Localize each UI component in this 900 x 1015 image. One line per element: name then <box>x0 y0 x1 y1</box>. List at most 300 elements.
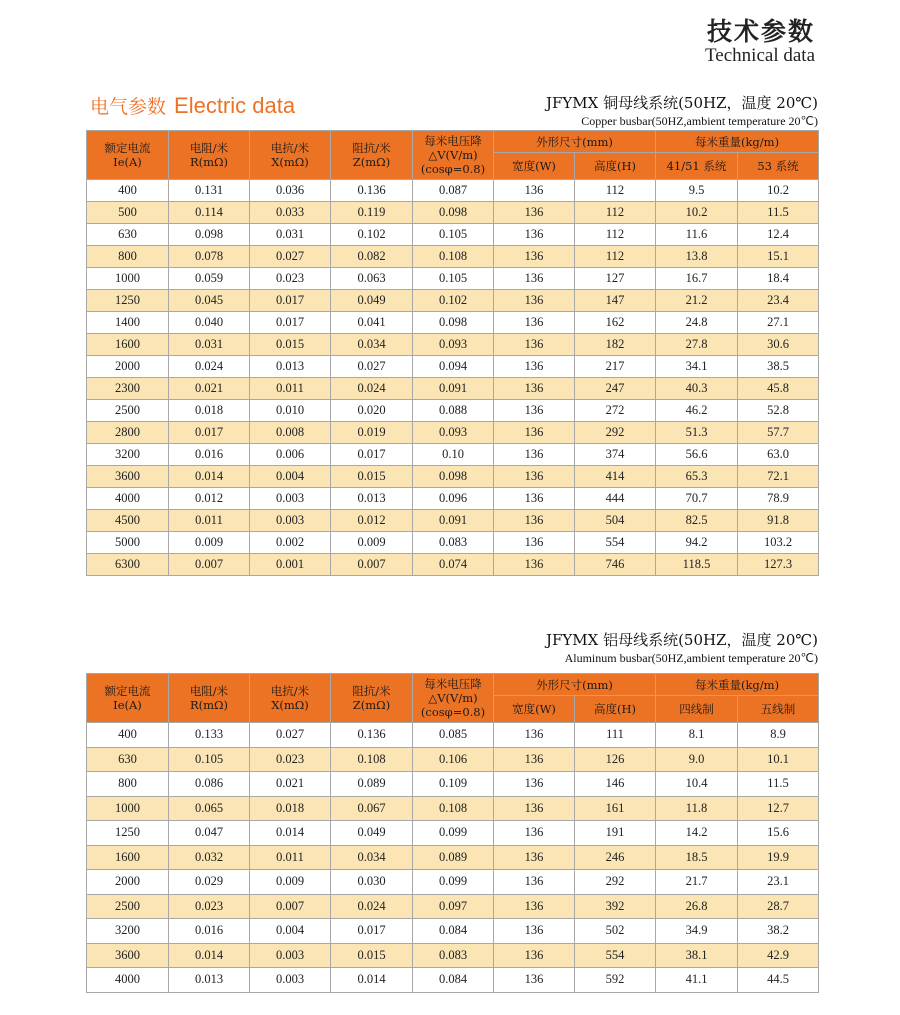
table-cell: 3200 <box>87 444 169 466</box>
aluminum-title-en: Aluminum busbar(50HZ,ambient temperature 20℃) <box>564 651 818 665</box>
table-cell: 1250 <box>87 821 169 846</box>
table-cell: 0.045 <box>169 290 250 312</box>
table-cell: 56.6 <box>656 444 738 466</box>
table-cell: 0.093 <box>413 422 494 444</box>
col-header-reactance <box>250 674 331 723</box>
table-cell: 0.015 <box>331 943 413 968</box>
table-cell: 0.014 <box>169 943 250 968</box>
table-cell: 40.3 <box>656 378 738 400</box>
table-cell: 502 <box>575 919 656 944</box>
table-cell: 0.041 <box>331 312 413 334</box>
aluminum-system-title <box>546 629 818 666</box>
table-cell: 0.009 <box>250 870 331 895</box>
col-header-line: (cosφ=0.8) <box>420 705 486 719</box>
table-row <box>87 510 819 532</box>
table-cell: 0.082 <box>331 246 413 268</box>
table-cell: 0.002 <box>250 532 331 554</box>
table-cell: 11.6 <box>656 224 738 246</box>
table-cell: 10.2 <box>738 180 819 202</box>
table-cell: 0.018 <box>250 796 331 821</box>
table-cell: 4000 <box>87 488 169 510</box>
table-cell: 63.0 <box>738 444 819 466</box>
table-cell: 0.021 <box>250 772 331 797</box>
table-cell: 0.027 <box>250 723 331 748</box>
table-cell: 0.091 <box>413 378 494 400</box>
table-cell: 27.8 <box>656 334 738 356</box>
table-row <box>87 356 819 378</box>
col-header-impedance <box>331 131 413 180</box>
table-cell: 46.2 <box>656 400 738 422</box>
col-header-line: 阻抗/米 <box>352 141 391 155</box>
table-cell: 0.020 <box>331 400 413 422</box>
table-cell: 2800 <box>87 422 169 444</box>
table-cell: 136 <box>494 747 575 772</box>
table-cell: 2000 <box>87 870 169 895</box>
table-cell: 15.6 <box>738 821 819 846</box>
table-cell: 12.4 <box>738 224 819 246</box>
table-cell: 11.5 <box>738 202 819 224</box>
table-cell: 70.7 <box>656 488 738 510</box>
table-cell: 136 <box>494 943 575 968</box>
table-cell: 45.8 <box>738 378 819 400</box>
table-cell: 0.008 <box>250 422 331 444</box>
table-cell: 136 <box>494 919 575 944</box>
table-cell: 9.5 <box>656 180 738 202</box>
col-header-line: 电抗/米 <box>270 141 310 155</box>
table-cell: 8.1 <box>656 723 738 748</box>
table-cell: 136 <box>494 894 575 919</box>
table-row <box>87 919 819 944</box>
table-cell: 52.8 <box>738 400 819 422</box>
table-cell: 630 <box>87 224 169 246</box>
table-cell: 103.2 <box>738 532 819 554</box>
col-header-weight-2: 53 系统 <box>738 153 819 180</box>
table-cell: 0.083 <box>413 943 494 968</box>
table-cell: 0.097 <box>413 894 494 919</box>
aluminum-title-cn: JFYMX 铝母线系统(50HZ，温度 20℃) <box>545 631 818 649</box>
table-cell: 136 <box>494 400 575 422</box>
table-cell: 27.1 <box>738 312 819 334</box>
col-header-line: 每米电压降 <box>424 677 482 691</box>
table-row <box>87 488 819 510</box>
table-row <box>87 202 819 224</box>
table-cell: 800 <box>87 772 169 797</box>
table-cell: 118.5 <box>656 554 738 576</box>
table-cell: 504 <box>575 510 656 532</box>
table-cell: 554 <box>575 943 656 968</box>
table-cell: 0.017 <box>169 422 250 444</box>
table-cell: 42.9 <box>738 943 819 968</box>
table-row <box>87 772 819 797</box>
table-cell: 5000 <box>87 532 169 554</box>
table-cell: 0.099 <box>413 870 494 895</box>
table-cell: 0.014 <box>169 466 250 488</box>
col-header-line: Ie(A) <box>113 155 142 169</box>
table-cell: 0.004 <box>250 466 331 488</box>
table-cell: 0.036 <box>250 180 331 202</box>
table-row <box>87 747 819 772</box>
table-cell: 136 <box>494 845 575 870</box>
col-header-line: Z(mΩ) <box>352 155 391 169</box>
table-cell: 0.086 <box>169 772 250 797</box>
table-cell: 0.016 <box>169 444 250 466</box>
table-row <box>87 268 819 290</box>
table-cell: 41.1 <box>656 968 738 993</box>
col-header-reactance <box>250 131 331 180</box>
table-cell: 0.024 <box>169 356 250 378</box>
table-cell: 0.003 <box>250 488 331 510</box>
table-row <box>87 894 819 919</box>
table-cell: 0.091 <box>413 510 494 532</box>
table-cell: 136 <box>494 202 575 224</box>
table-cell: 0.033 <box>250 202 331 224</box>
table-cell: 21.7 <box>656 870 738 895</box>
table-cell: 1250 <box>87 290 169 312</box>
table-cell: 111 <box>575 723 656 748</box>
table-cell: 1600 <box>87 845 169 870</box>
table-cell: 0.016 <box>169 919 250 944</box>
table-cell: 0.098 <box>413 466 494 488</box>
table-cell: 0.10 <box>413 444 494 466</box>
table-cell: 16.7 <box>656 268 738 290</box>
table-cell: 0.006 <box>250 444 331 466</box>
table-cell: 272 <box>575 400 656 422</box>
col-header-impedance <box>331 674 413 723</box>
table-cell: 0.059 <box>169 268 250 290</box>
table-cell: 0.013 <box>331 488 413 510</box>
table-cell: 0.012 <box>169 488 250 510</box>
col-header-line: 额定电流 <box>104 684 151 698</box>
table-row <box>87 312 819 334</box>
table-cell: 0.010 <box>250 400 331 422</box>
table-cell: 0.015 <box>250 334 331 356</box>
table-cell: 78.9 <box>738 488 819 510</box>
table-cell: 247 <box>575 378 656 400</box>
table-cell: 136 <box>494 444 575 466</box>
table-cell: 6300 <box>87 554 169 576</box>
table-row <box>87 870 819 895</box>
table-cell: 0.098 <box>413 202 494 224</box>
table-cell: 0.034 <box>331 845 413 870</box>
table-cell: 136 <box>494 334 575 356</box>
table-cell: 146 <box>575 772 656 797</box>
table-cell: 10.1 <box>738 747 819 772</box>
table-cell: 0.034 <box>331 334 413 356</box>
table-row <box>87 466 819 488</box>
page-title: 技术参数 <box>706 17 815 46</box>
table-cell: 444 <box>575 488 656 510</box>
table-row <box>87 378 819 400</box>
table-cell: 30.6 <box>738 334 819 356</box>
table-cell: 0.027 <box>250 246 331 268</box>
table-cell: 10.4 <box>656 772 738 797</box>
table-cell: 162 <box>575 312 656 334</box>
table-cell: 0.009 <box>169 532 250 554</box>
table-cell: 0.017 <box>250 312 331 334</box>
col-header-line: X(mΩ) <box>271 698 309 712</box>
table-cell: 0.003 <box>250 943 331 968</box>
table-cell: 38.1 <box>656 943 738 968</box>
copper-title-cn: JFYMX 铜母线系统(50HZ，温度 20℃) <box>545 94 818 112</box>
table-cell: 500 <box>87 202 169 224</box>
table-cell: 0.109 <box>413 772 494 797</box>
table-cell: 0.131 <box>169 180 250 202</box>
table-cell: 1600 <box>87 334 169 356</box>
table-cell: 0.040 <box>169 312 250 334</box>
table-cell: 0.102 <box>413 290 494 312</box>
col-header-line: (cosφ=0.8) <box>420 162 486 176</box>
table-cell: 11.8 <box>656 796 738 821</box>
table-cell: 292 <box>575 870 656 895</box>
table-cell: 1400 <box>87 312 169 334</box>
col-header-line: △V(V/m) <box>428 148 478 162</box>
table-cell: 18.4 <box>738 268 819 290</box>
col-header-weight-1: 四线制 <box>656 696 738 723</box>
table-cell: 136 <box>494 870 575 895</box>
table-cell: 0.065 <box>169 796 250 821</box>
copper-data-table <box>86 130 819 576</box>
table-cell: 400 <box>87 180 169 202</box>
table-cell: 0.096 <box>413 488 494 510</box>
table-cell: 746 <box>575 554 656 576</box>
table-cell: 0.136 <box>331 723 413 748</box>
table-cell: 0.007 <box>331 554 413 576</box>
table-cell: 1000 <box>87 796 169 821</box>
table-cell: 136 <box>494 180 575 202</box>
table-cell: 18.5 <box>656 845 738 870</box>
table-cell: 28.7 <box>738 894 819 919</box>
table-cell: 800 <box>87 246 169 268</box>
table-cell: 136 <box>494 378 575 400</box>
table-cell: 0.031 <box>250 224 331 246</box>
table-cell: 4000 <box>87 968 169 993</box>
table-cell: 0.049 <box>331 290 413 312</box>
table-cell: 0.106 <box>413 747 494 772</box>
table-cell: 136 <box>494 246 575 268</box>
table-cell: 2300 <box>87 378 169 400</box>
table-row <box>87 943 819 968</box>
table-cell: 0.021 <box>169 378 250 400</box>
table-row <box>87 334 819 356</box>
table-cell: 0.019 <box>331 422 413 444</box>
table-cell: 2500 <box>87 400 169 422</box>
aluminum-data-table <box>86 673 819 993</box>
col-header-line: Z(mΩ) <box>352 698 391 712</box>
table-cell: 91.8 <box>738 510 819 532</box>
table-cell: 554 <box>575 532 656 554</box>
table-cell: 0.031 <box>169 334 250 356</box>
col-header-height: 高度(H) <box>575 153 656 180</box>
table-cell: 136 <box>494 796 575 821</box>
table-cell: 246 <box>575 845 656 870</box>
col-header-weight: 每米重量(kg/m) <box>656 131 819 153</box>
col-header-height: 高度(H) <box>575 696 656 723</box>
col-header-line: 电抗/米 <box>270 684 310 698</box>
table-cell: 0.007 <box>169 554 250 576</box>
table-cell: 136 <box>494 356 575 378</box>
table-cell: 0.004 <box>250 919 331 944</box>
table-cell: 136 <box>494 821 575 846</box>
table-cell: 0.105 <box>169 747 250 772</box>
table-cell: 400 <box>87 723 169 748</box>
table-cell: 8.9 <box>738 723 819 748</box>
table-cell: 136 <box>494 268 575 290</box>
table-cell: 217 <box>575 356 656 378</box>
copper-table-body <box>87 180 819 576</box>
table-cell: 112 <box>575 202 656 224</box>
table-cell: 3200 <box>87 919 169 944</box>
table-cell: 161 <box>575 796 656 821</box>
table-cell: 191 <box>575 821 656 846</box>
table-cell: 0.093 <box>413 334 494 356</box>
copper-title-en: Copper busbar(50HZ,ambient temperature 20℃) <box>581 114 818 128</box>
col-header-line: R(mΩ) <box>189 698 229 712</box>
table-row <box>87 180 819 202</box>
table-cell: 24.8 <box>656 312 738 334</box>
copper-system-title <box>546 92 818 129</box>
table-cell: 10.2 <box>656 202 738 224</box>
table-cell: 0.029 <box>169 870 250 895</box>
table-cell: 147 <box>575 290 656 312</box>
table-cell: 292 <box>575 422 656 444</box>
table-cell: 127 <box>575 268 656 290</box>
table-cell: 0.023 <box>250 268 331 290</box>
table-cell: 38.2 <box>738 919 819 944</box>
table-cell: 0.102 <box>331 224 413 246</box>
section-title-en: Electric data <box>174 93 296 118</box>
table-cell: 182 <box>575 334 656 356</box>
col-header-line: X(mΩ) <box>271 155 309 169</box>
table-cell: 136 <box>494 532 575 554</box>
col-header-current <box>87 674 169 723</box>
col-header-line: 阻抗/米 <box>352 684 391 698</box>
col-header-line: 电阻/米 <box>189 141 229 155</box>
table-cell: 0.014 <box>331 968 413 993</box>
table-cell: 14.2 <box>656 821 738 846</box>
table-cell: 0.009 <box>331 532 413 554</box>
table-cell: 72.1 <box>738 466 819 488</box>
table-cell: 136 <box>494 224 575 246</box>
table-cell: 0.023 <box>250 747 331 772</box>
table-cell: 136 <box>494 554 575 576</box>
table-cell: 2500 <box>87 894 169 919</box>
table-row <box>87 400 819 422</box>
table-cell: 44.5 <box>738 968 819 993</box>
table-cell: 0.078 <box>169 246 250 268</box>
table-cell: 21.2 <box>656 290 738 312</box>
table-cell: 0.067 <box>331 796 413 821</box>
col-header-weight: 每米重量(kg/m) <box>656 674 819 696</box>
table-cell: 0.013 <box>250 356 331 378</box>
table-cell: 112 <box>575 180 656 202</box>
table-cell: 2000 <box>87 356 169 378</box>
table-row <box>87 821 819 846</box>
table-cell: 0.098 <box>169 224 250 246</box>
table-cell: 0.015 <box>331 466 413 488</box>
table-cell: 0.089 <box>413 845 494 870</box>
table-row <box>87 444 819 466</box>
table-cell: 0.108 <box>413 246 494 268</box>
table-cell: 13.8 <box>656 246 738 268</box>
table-cell: 1000 <box>87 268 169 290</box>
table-cell: 0.087 <box>413 180 494 202</box>
table-row <box>87 422 819 444</box>
col-header-current <box>87 131 169 180</box>
table-cell: 0.024 <box>331 378 413 400</box>
table-row <box>87 968 819 993</box>
table-cell: 0.094 <box>413 356 494 378</box>
table-row <box>87 554 819 576</box>
col-header-weight-2: 五线制 <box>738 696 819 723</box>
col-header-dimensions: 外形尺寸(mm) <box>494 131 656 153</box>
table-cell: 34.1 <box>656 356 738 378</box>
table-cell: 0.003 <box>250 510 331 532</box>
table-cell: 65.3 <box>656 466 738 488</box>
table-cell: 12.7 <box>738 796 819 821</box>
table-cell: 51.3 <box>656 422 738 444</box>
table-cell: 0.017 <box>331 919 413 944</box>
col-header-line: 每米电压降 <box>424 134 482 148</box>
table-cell: 0.030 <box>331 870 413 895</box>
table-cell: 0.108 <box>413 796 494 821</box>
table-row <box>87 224 819 246</box>
table-cell: 15.1 <box>738 246 819 268</box>
table-cell: 23.4 <box>738 290 819 312</box>
table-cell: 136 <box>494 968 575 993</box>
col-header-voltage-drop <box>413 131 494 180</box>
table-cell: 0.001 <box>250 554 331 576</box>
page-subtitle: Technical data <box>705 45 815 66</box>
table-row <box>87 290 819 312</box>
table-cell: 112 <box>575 246 656 268</box>
col-header-line: 额定电流 <box>104 141 151 155</box>
table-cell: 0.012 <box>331 510 413 532</box>
table-cell: 0.032 <box>169 845 250 870</box>
table-cell: 0.024 <box>331 894 413 919</box>
table-cell: 0.136 <box>331 180 413 202</box>
table-cell: 136 <box>494 510 575 532</box>
col-header-width: 宽度(W) <box>494 153 575 180</box>
table-row <box>87 246 819 268</box>
table-cell: 19.9 <box>738 845 819 870</box>
table-cell: 0.083 <box>413 532 494 554</box>
table-cell: 0.088 <box>413 400 494 422</box>
table-cell: 9.0 <box>656 747 738 772</box>
table-cell: 0.007 <box>250 894 331 919</box>
table-cell: 3600 <box>87 943 169 968</box>
table-cell: 0.084 <box>413 919 494 944</box>
table-cell: 0.003 <box>250 968 331 993</box>
table-cell: 136 <box>494 422 575 444</box>
col-header-resistance <box>169 674 250 723</box>
table-cell: 0.114 <box>169 202 250 224</box>
table-row <box>87 532 819 554</box>
table-cell: 0.013 <box>169 968 250 993</box>
table-cell: 0.011 <box>169 510 250 532</box>
table-cell: 0.133 <box>169 723 250 748</box>
table-cell: 592 <box>575 968 656 993</box>
table-cell: 136 <box>494 312 575 334</box>
table-cell: 38.5 <box>738 356 819 378</box>
table-cell: 0.085 <box>413 723 494 748</box>
table-cell: 0.098 <box>413 312 494 334</box>
table-cell: 127.3 <box>738 554 819 576</box>
table-cell: 0.099 <box>413 821 494 846</box>
table-cell: 34.9 <box>656 919 738 944</box>
table-cell: 392 <box>575 894 656 919</box>
table-cell: 0.105 <box>413 224 494 246</box>
table-cell: 57.7 <box>738 422 819 444</box>
